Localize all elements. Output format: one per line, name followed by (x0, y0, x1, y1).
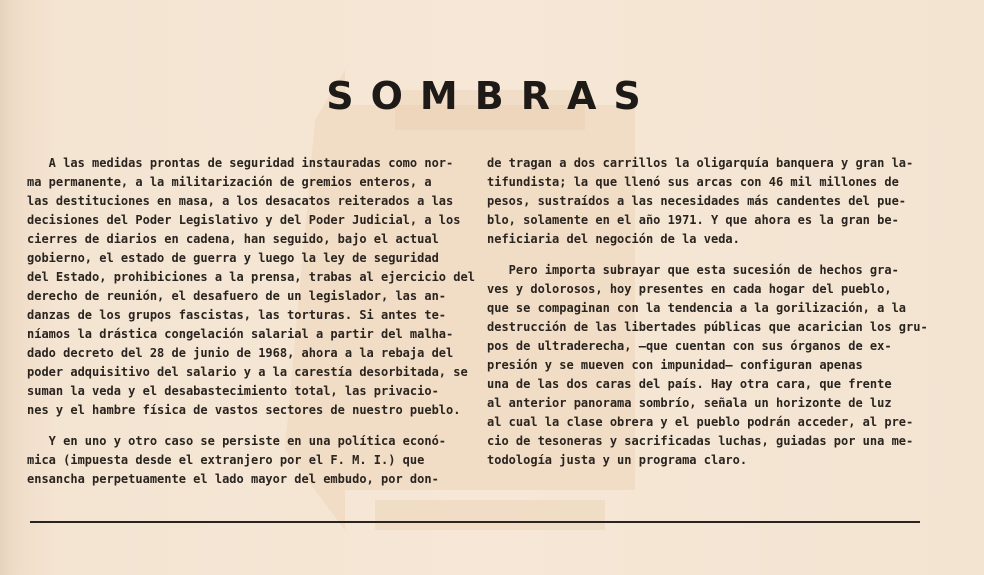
page-title: SOMBRAS (326, 74, 658, 118)
text-line: presión y se mueven con impunidad— configuran apenas (487, 358, 863, 372)
text-line: ma permanente, a la militarización de gremios enteros, a (27, 175, 432, 189)
text-line: las destituciones en masa, a los desacatos reiterados a las (27, 194, 454, 208)
text-line: gobierno, el estado de guerra y luego la ley de seguridad (27, 251, 439, 265)
horizontal-rule (30, 521, 920, 523)
text-line: Pero importa subrayar que esta sucesión de hechos gra- (487, 263, 899, 277)
text-line: cio de tesoneras y sacrificadas luchas, guiadas por una me- (487, 434, 914, 448)
text-line: del Estado, prohibiciones a la prensa, trabas al ejercicio del (27, 270, 475, 284)
right-paragraph-2 (487, 261, 928, 470)
text-line: nes y el hambre física de vastos sectores de nuestro pueblo. (27, 403, 461, 417)
text-line: todología justa y un programa claro. (487, 453, 748, 467)
text-line: danzas de los grupos fascistas, las torturas. Si antes te- (27, 308, 447, 322)
text-line: tifundista; la que llenó sus arcas con 46 mil millones de (487, 175, 899, 189)
text-line: derecho de reunión, el desafuero de un legislador, las an- (27, 289, 447, 303)
left-column (27, 154, 475, 489)
paragraph-gap (487, 249, 925, 261)
text-line: poder adquisitivo del salario y a la carestía desorbitada, se (27, 365, 468, 379)
text-line: decisiones del Poder Legislativo y del Poder Judicial, a los (27, 213, 461, 227)
right-column (487, 154, 928, 470)
text-line: neficiaria del negoción de la veda. (487, 232, 740, 246)
left-paragraph-1 (27, 154, 475, 420)
right-paragraph-1 (487, 154, 925, 249)
text-line: pos de ultraderecha, —que cuentan con sus órganos de ex- (487, 339, 892, 353)
text-line: destrucción de las libertades públicas que acarician los gru- (487, 320, 928, 334)
text-line: ves y dolorosos, hoy presentes en cada hogar del pueblo, (487, 282, 892, 296)
text-line: pesos, sustraídos a las necesidades más candentes del pue- (487, 194, 907, 208)
paragraph-gap (27, 420, 465, 432)
text-line: que se compaginan con la tendencia a la gorilización, a la (487, 301, 907, 315)
text-line: Y en uno y otro caso se persiste en una política econó- (27, 434, 447, 448)
text-line: A las medidas prontas de seguridad instauradas como nor- (27, 156, 454, 170)
text-line: al cual la clase obrera y el pueblo podrán acceder, al pre- (487, 415, 914, 429)
text-line: níamos la drástica congelación salarial a partir del malha- (27, 327, 454, 341)
text-line: al anterior panorama sombrío, señala un horizonte de luz (487, 396, 892, 410)
left-paragraph-2 (27, 432, 465, 489)
text-line: cierres de diarios en cadena, han seguido, bajo el actual (27, 232, 439, 246)
text-line: suman la veda y el desabastecimiento total, las privacio- (27, 384, 439, 398)
text-line: dado decreto del 28 de junio de 1968, ahora a la rebaja del (27, 346, 454, 360)
text-line: ensancha perpetuamente el lado mayor del embudo, por don- (27, 472, 439, 486)
text-line: mica (impuesta desde el extranjero por el F. M. I.) que (27, 453, 425, 467)
text-line: una de las dos caras del país. Hay otra cara, que frente (487, 377, 892, 391)
text-line: de tragan a dos carrillos la oligarquía banquera y gran la- (487, 156, 914, 170)
text-line: blo, solamente en el año 1971. Y que ahora es la gran be- (487, 213, 899, 227)
